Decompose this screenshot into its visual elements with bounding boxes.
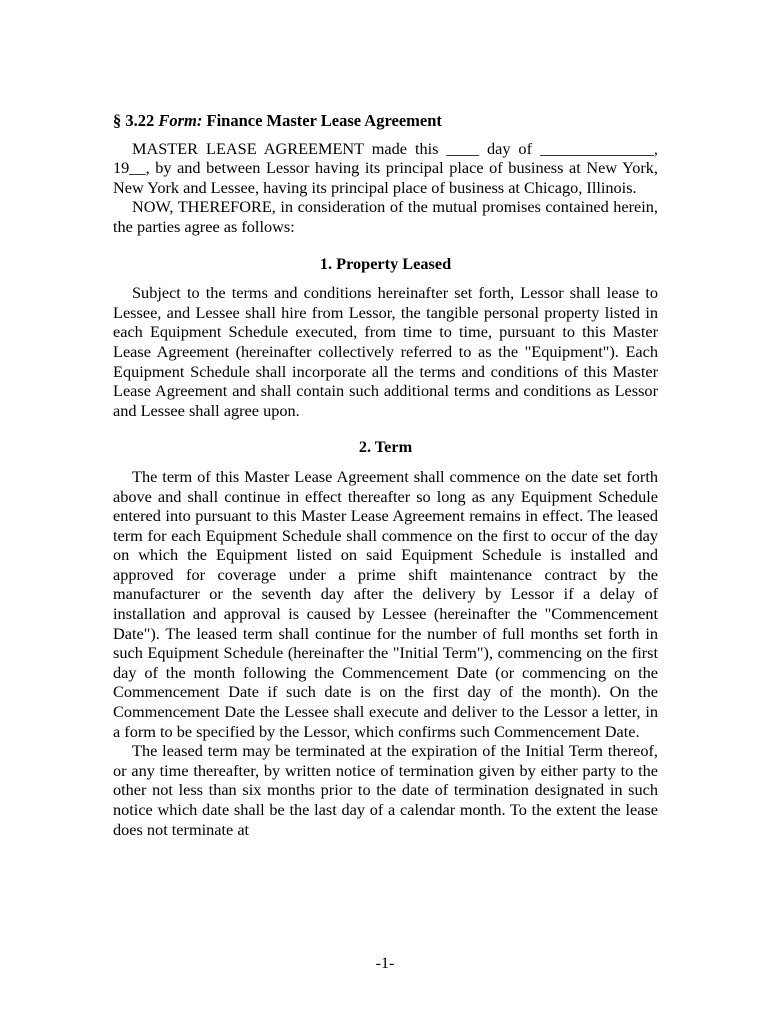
section-title-property-leased: 1. Property Leased [319, 253, 452, 273]
recital-paragraph: NOW, THEREFORE, in consideration of the mutual promises contained herein, the parties agree as follows: [113, 197, 658, 236]
intro-paragraph: MASTER LEASE AGREEMENT made this ____ day of ______________, 19__, by and between Lessor having its principal place of business at New York, New York and Lessee, having its principal place of business at Chicago, Illinois. [113, 138, 658, 197]
property-leased-paragraph: Subject to the terms and conditions hereinafter set forth, Lessor shall lease to Lessee, and Lessee shall hire from Lessor, the tangible personal property listed in each Equipment Schedule executed, from time to time, pursuant to this Master Lease Agreement (hereinafter collectively referred to as the "Equipment"). Each Equipment Schedule shall incorporate all the terms and conditions of this Master Lease Agreement and shall contain such additional terms and conditions as Lessor and Lessee shall agree upon. [113, 283, 658, 420]
document-title: Finance Master Lease Agreement [206, 111, 442, 130]
term-paragraph-2: The leased term may be terminated at the expiration of the Initial Term thereof, or any time thereafter, by written notice of termination given by either party to the other not less than six months prior to the date of termination designated in such notice which date shall be the last day of a calendar month. To the extent the lease does not terminate at [113, 741, 658, 839]
form-label: Form: [158, 111, 203, 130]
document-page [113, 111, 658, 839]
term-paragraph-1: The term of this Master Lease Agreement shall commence on the date set forth above and shall continue in effect thereafter so long as any Equipment Schedule entered into pursuant to this Master Lease Agreement remains in effect. The leased term for each Equipment Schedule shall commence on the first to occur of the day on which the Equipment listed on said Equipment Schedule is installed and approved for coverage under a prime shift maintenance contract by the manufacturer or the seventh day after the delivery by Lessor if a delay of installation and approval is caused by Lessee (hereinafter the "Commencement Date"). The leased term shall continue for the number of full months set forth in such Equipment Schedule (hereinafter the "Initial Term"), commencing on the first day of the month following the Commencement Date (or commencing on the Commencement Date if such date is on the first day of the month). On the Commencement Date the Lessee shall execute and deliver to the Lessor a letter, in a form to be specified by the Lessor, which confirms such Commencement Date. [113, 466, 658, 741]
section-number: § 3.22 [113, 111, 155, 130]
section-title-term: 2. Term [358, 437, 413, 457]
page-number: -1- [375, 955, 395, 972]
document-heading [113, 111, 658, 131]
